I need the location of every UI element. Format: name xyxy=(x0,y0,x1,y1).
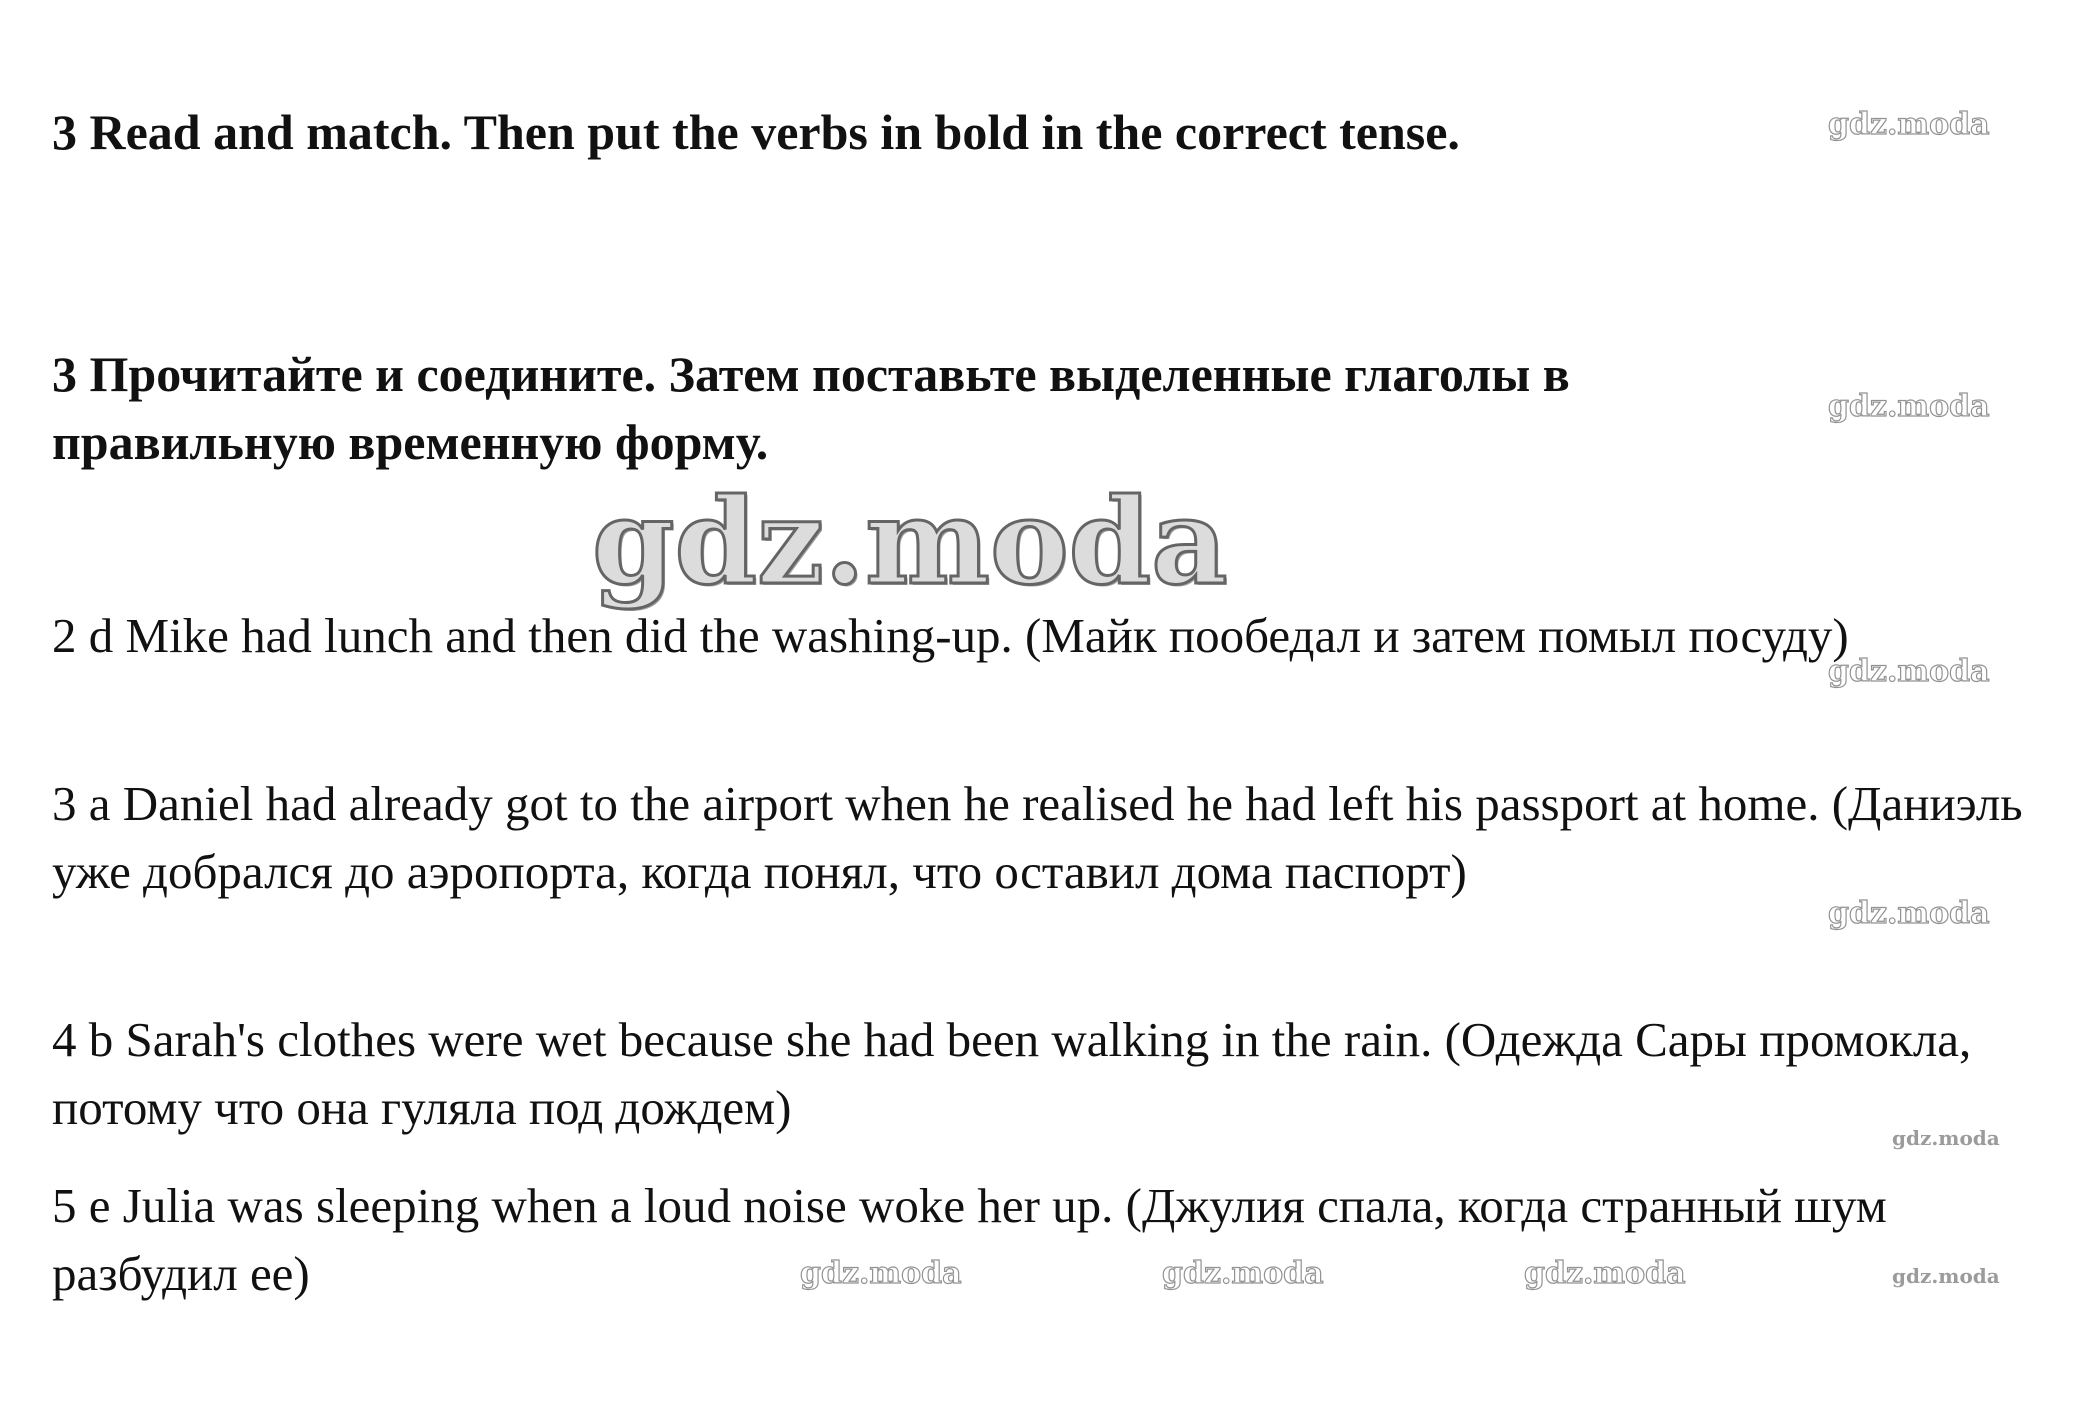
task-heading-english: 3 Read and match. Then put the verbs in bold in the correct tense. xyxy=(52,104,1460,160)
watermark-logo: gdz.moda xyxy=(800,1256,962,1291)
answer-item: 3 a Daniel had already got to the airport when he realised he had left his passport at home. (Даниэль уже добрался до аэропорта, когда понял, что оставил дома паспорт) xyxy=(52,776,2023,899)
task-heading-russian: 3 Прочитайте и соедините. Затем поставьте выделенные глаголы в правильную временную форму. xyxy=(52,346,1570,470)
watermark-logo: gdz.moda xyxy=(1162,1256,1324,1291)
watermark-logo-large: gdz.moda xyxy=(592,472,1228,611)
watermark-logo: gdz.moda xyxy=(1828,896,1990,931)
answer-item: 2 d Mike had lunch and then did the washing-up. (Майк пообедал и затем помыл посуду) xyxy=(52,608,1849,663)
watermark-logo: gdz.moda xyxy=(1828,107,1990,142)
watermark-logo: gdz.moda xyxy=(1892,1126,2000,1150)
watermark-logo: gdz.moda xyxy=(1828,654,1990,689)
answer-item: 5 e Julia was sleeping when a loud noise woke her up. (Джулия спала, когда странный шум разбудил ее) xyxy=(52,1178,1887,1301)
answer-item: 4 b Sarah's clothes were wet because she had been walking in the rain. (Одежда Сары промокла, потому что она гуляла под дождем) xyxy=(52,1012,1972,1135)
watermark-logo: gdz.moda xyxy=(1828,389,1990,424)
watermark-logo: gdz.moda xyxy=(1524,1256,1686,1291)
watermark-logo: gdz.moda xyxy=(1892,1264,2000,1288)
